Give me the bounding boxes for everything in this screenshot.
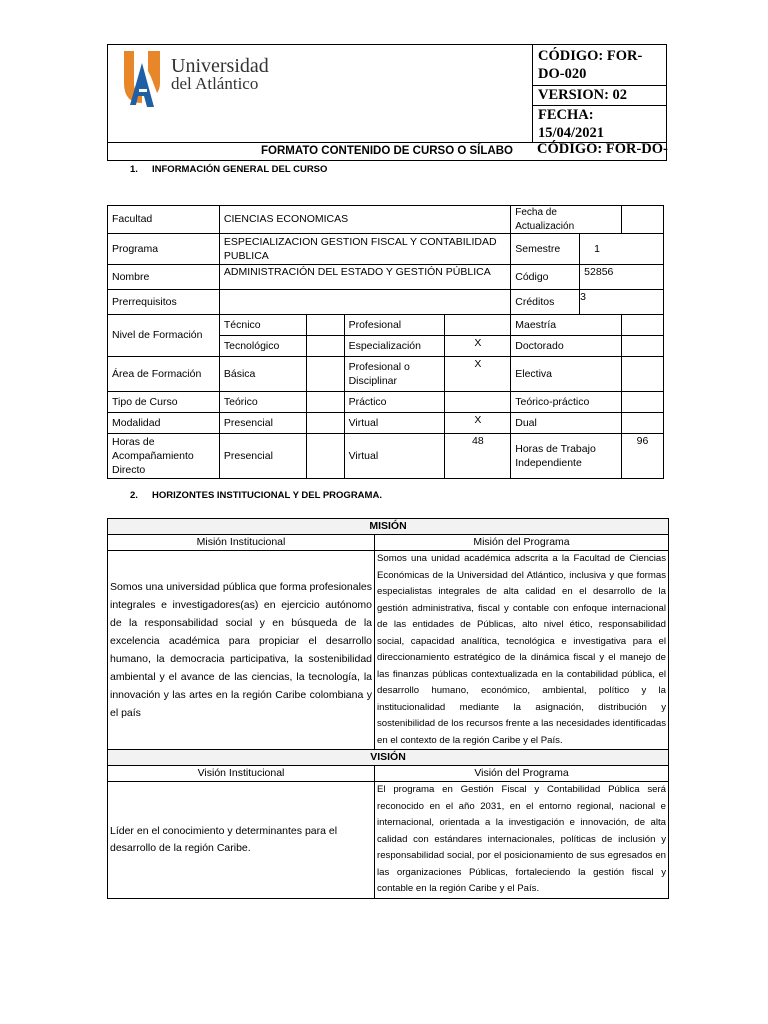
vision-programa-text: El programa en Gestión Fiscal y Contabilidad Pública será reconocido en el año 2031, en el entorno regional, nacional e internacional, orientada a la investigación e innovación, de alta calidad con estándares internacionales, políticas de inclusión y responsabilidad social, por el posicionamiento de sus egresados en las organizaciones Públicas, fortaleciendo la gestión fiscal y contable en la región Caribe y el País. bbox=[375, 782, 669, 899]
teorico-mark bbox=[306, 392, 344, 413]
document-title: FORMATO CONTENIDO DE CURSO O SÍLABO bbox=[108, 143, 667, 161]
area-formacion-label: Área de Formación bbox=[108, 357, 220, 392]
horas-virtual-label: Virtual bbox=[344, 434, 445, 479]
section-1-number: 1. bbox=[130, 164, 138, 175]
table-row bbox=[108, 750, 669, 766]
tipo-curso-label: Tipo de Curso bbox=[108, 392, 220, 413]
date-cell: FECHA: 15/04/2021 bbox=[533, 106, 667, 143]
fecha-actualizacion-label: Fecha de Actualización bbox=[511, 206, 622, 234]
programa-label: Programa bbox=[108, 234, 220, 265]
table-row bbox=[108, 234, 664, 265]
teorico-label: Teórico bbox=[219, 392, 306, 413]
horas-presencial-label: Presencial bbox=[219, 434, 306, 479]
horas-acompanamiento-label: Horas de Acompañamiento Directo bbox=[108, 434, 220, 479]
basica-label: Básica bbox=[219, 357, 306, 392]
teorico-practico-mark bbox=[622, 392, 664, 413]
general-info-table bbox=[107, 205, 664, 479]
facultad-value: CIENCIAS ECONOMICAS bbox=[219, 206, 510, 234]
nombre-value: ADMINISTRACIÓN DEL ESTADO Y GESTIÓN PÚBLICA bbox=[219, 265, 510, 290]
vision-header: VISIÓN bbox=[108, 750, 669, 766]
basica-mark bbox=[306, 357, 344, 392]
virtual-mark: X bbox=[445, 413, 511, 434]
horas-trabajo-label: Horas de Trabajo Independiente bbox=[511, 434, 622, 479]
table-row bbox=[108, 766, 669, 782]
university-name bbox=[171, 57, 269, 92]
table-row bbox=[108, 265, 664, 290]
codigo-label: Código bbox=[511, 265, 580, 290]
university-logo-icon bbox=[120, 49, 164, 109]
section-2-title: HORIZONTES INSTITUCIONAL Y DEL PROGRAMA. bbox=[152, 490, 382, 501]
mision-programa-text: Somos una unidad académica adscrita a la Facultad de Ciencias Económicas de la Universidad del Atlántico, inclusiva y que formas especialistas integrales de alta calidad en el desarrollo de la gestión administrativa, fiscal y contable con enfoque internacional de las entidades de Públicas, alto nivel ético, responsabilidad social, capacidad analítica, tecnológica e investigativa para el direccionamiento estratégico de la dinámica fiscal y el manejo de las finanzas públicas contextualizada en la contabilidad pública, el desarrollo humano, económico, ambiental, político y la institucionalidad mediante la asignación, distribución y sostenibilidad de los recursos frente a las necesidades identificadas en el contexto de la región Caribe y el País. bbox=[375, 551, 669, 750]
especializacion-label: Especialización bbox=[344, 336, 445, 357]
table-row bbox=[108, 519, 669, 535]
table-row bbox=[108, 551, 669, 750]
virtual-label: Virtual bbox=[344, 413, 445, 434]
maestria-mark bbox=[622, 315, 664, 336]
profesional-disciplinar-label: Profesional o Disciplinar bbox=[344, 357, 445, 392]
table-row bbox=[108, 434, 664, 479]
table-row bbox=[108, 357, 664, 392]
table-row bbox=[108, 392, 664, 413]
table-row bbox=[108, 782, 669, 899]
logo-cell bbox=[108, 45, 533, 143]
horas-trabajo-value: 96 bbox=[622, 434, 664, 479]
profesional-label: Profesional bbox=[344, 315, 445, 336]
dual-label: Dual bbox=[511, 413, 622, 434]
mision-institucional-text: Somos una universidad pública que forma profesionales integrales e investigadores(as) en ejercicio autónomo de la responsabilidad social y en búsqueda de la excelencia académica para propiciar el desarrollo humano, la democracia participativa, la sostenibilidad ambiental y el avance de las ciencias, la tecnología, la innovación y las artes en la región Caribe colombiana y el país bbox=[108, 551, 375, 750]
teorico-practico-label: Teórico-práctico bbox=[511, 392, 622, 413]
profesional-mark bbox=[445, 315, 511, 336]
prerrequisitos-value bbox=[219, 290, 510, 315]
creditos-value: 3 bbox=[580, 290, 664, 315]
logo-line-2: del Atlántico bbox=[171, 74, 259, 93]
profesional-disciplinar-mark: X bbox=[445, 357, 511, 392]
doctorado-label: Doctorado bbox=[511, 336, 622, 357]
nivel-formacion-label: Nivel de Formación bbox=[108, 315, 220, 357]
vision-programa-label: Visión del Programa bbox=[375, 766, 669, 782]
code-repeat: CÓDIGO: FOR-DO- bbox=[537, 141, 668, 157]
code-cell: CÓDIGO: FOR-DO-020 bbox=[533, 45, 667, 86]
semestre-label: Semestre bbox=[511, 234, 580, 265]
vision-institucional-label: Visión Institucional bbox=[108, 766, 375, 782]
fecha-actualizacion-value bbox=[622, 206, 664, 234]
horas-presencial-value bbox=[306, 434, 344, 479]
tecnologico-mark bbox=[306, 336, 344, 357]
electiva-mark bbox=[622, 357, 664, 392]
codigo-value: 52856 bbox=[580, 265, 664, 290]
section-2-heading bbox=[130, 490, 382, 501]
tecnico-mark bbox=[306, 315, 344, 336]
programa-value: ESPECIALIZACION GESTION FISCAL Y CONTABILIDAD PUBLICA bbox=[219, 234, 510, 265]
tecnologico-label: Tecnológico bbox=[219, 336, 306, 357]
section-1-heading bbox=[130, 164, 327, 175]
facultad-label: Facultad bbox=[108, 206, 220, 234]
semestre-value: 1 bbox=[580, 234, 664, 265]
mision-header: MISIÓN bbox=[108, 519, 669, 535]
logo-line-1: Universidad bbox=[171, 55, 269, 77]
prerrequisitos-label: Prerrequisitos bbox=[108, 290, 220, 315]
table-row bbox=[108, 206, 664, 234]
table-row bbox=[108, 413, 664, 434]
presencial-mark bbox=[306, 413, 344, 434]
mision-programa-label: Misión del Programa bbox=[375, 535, 669, 551]
section-1-title: INFORMACIÓN GENERAL DEL CURSO bbox=[152, 164, 328, 175]
dual-mark bbox=[622, 413, 664, 434]
especializacion-mark: X bbox=[445, 336, 511, 357]
practico-label: Práctico bbox=[344, 392, 445, 413]
table-row bbox=[108, 535, 669, 551]
vision-institucional-text: Líder en el conocimiento y determinantes para el desarrollo de la región Caribe. bbox=[108, 782, 375, 899]
section-2-number: 2. bbox=[130, 490, 138, 501]
electiva-label: Electiva bbox=[511, 357, 622, 392]
version-cell: VERSION: 02 bbox=[533, 86, 667, 106]
nombre-label: Nombre bbox=[108, 265, 220, 290]
tecnico-label: Técnico bbox=[219, 315, 306, 336]
creditos-label: Créditos bbox=[511, 290, 580, 315]
presencial-label: Presencial bbox=[219, 413, 306, 434]
doctorado-mark bbox=[622, 336, 664, 357]
maestria-label: Maestría bbox=[511, 315, 622, 336]
horizons-table bbox=[107, 518, 669, 899]
table-row bbox=[108, 315, 664, 336]
horas-virtual-value: 48 bbox=[445, 434, 511, 479]
practico-mark bbox=[445, 392, 511, 413]
modalidad-label: Modalidad bbox=[108, 413, 220, 434]
mision-institucional-label: Misión Institucional bbox=[108, 535, 375, 551]
table-row bbox=[108, 290, 664, 315]
